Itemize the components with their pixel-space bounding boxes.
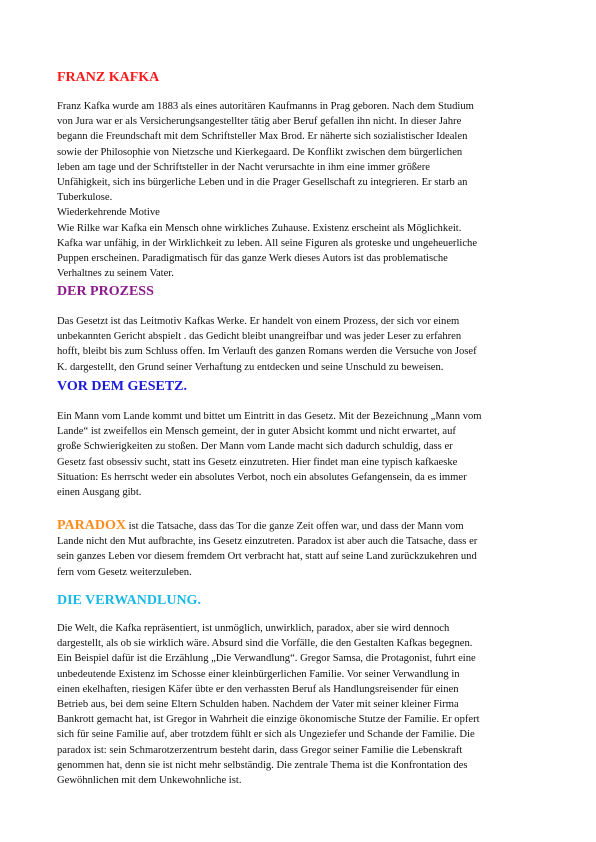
text-line: große Schwierigkeiten zu stoßen. Der Mann vom Lande macht sich dadurch schuldig, dass er bbox=[57, 441, 453, 453]
text-line bbox=[57, 518, 477, 534]
text-line: Wiederkehrende Motive bbox=[57, 207, 160, 219]
text-line: einen Ausgang gibt. bbox=[57, 487, 142, 499]
paragraph-der-prozess bbox=[57, 314, 477, 375]
paragraph-vor-dem-gesetz bbox=[57, 409, 482, 500]
text-line: Ein Mann vom Lande kommt und bittet um Eintritt in das Gesetz. Mit der Bezeichnung „Mann vom bbox=[57, 411, 482, 422]
text-line: Unfähigkeit, sich ins bürgerliche Leben und in die Prager Gesellschaft zu integrieren. Er starb an bbox=[57, 177, 468, 189]
text-line: Wie Rilke war Kafka ein Mensch ohne wirkliches Zuhause. Existenz erscheint als Möglichkeit. bbox=[57, 222, 462, 234]
text-line: unbedeutende Existenz im Schosse einer kleinbürgerlichen Familie. Vor seiner Verwandlung in bbox=[57, 668, 460, 680]
text-line: Gesetz fast obsessiv sucht, statt ins Gesetz einzutreten. Hier findet man eine typisch kafkaeske bbox=[57, 456, 458, 468]
text-line: dargestellt, als ob sie wirklich wäre. Absurd sind die Vorfälle, die den Gestalten Kafkas begegnen. bbox=[57, 638, 473, 650]
text-line: paradox ist: sein Schmarotzerzentrum besteht darin, dass Gregor seiner Familie die Lebenskraft bbox=[57, 744, 463, 756]
text-line: unbekannten Gericht abspielt . das Gedicht bleibt unangreifbar und was jeder Leser zu erfahren bbox=[57, 331, 462, 343]
heading-vor-dem-gesetz: VOR DEM GESETZ. bbox=[57, 379, 188, 394]
text-line: Situation: Es herrscht weder ein absolutes Verbot, noch ein absolutes Gefangensein, da es immer bbox=[57, 471, 467, 483]
text-line: von Jura war er als Versicherungsangestellter tätig aber Beruf gefallen ihn nicht. In dieser Jahre bbox=[57, 116, 462, 128]
text-line: Die Welt, die Kafka repräsentiert, ist unmöglich, unwirklich, paradox, aber sie wird dennoch bbox=[57, 623, 450, 634]
paragraph-die-verwandlung bbox=[57, 621, 480, 788]
text-line: Gewöhnlichen mit dem Unkewohnliche ist. bbox=[57, 775, 242, 787]
text-line: Lande nicht den Mut aufbrachte, ins Gesetz einzutreten. Paradox ist aber auch die Tatsache, dass er bbox=[57, 536, 478, 548]
text-line: Tuberkulose. bbox=[57, 192, 113, 204]
paragraph-paradox bbox=[57, 518, 477, 580]
text-line: sich für seine Familie auf, aber trotzdem fühlt er sich als Ungeziefer und Schande der Familie. Die bbox=[57, 729, 475, 741]
heading-die-verwandlung: DIE VERWANDLUNG. bbox=[57, 593, 201, 608]
heading-franz-kafka: FRANZ KAFKA bbox=[57, 70, 160, 85]
text-line: Puppen erscheinen. Paradigmatisch für das ganze Werk dieses Autors ist das problematische bbox=[57, 253, 448, 265]
text-line: Franz Kafka wurde am 1883 als eines autoritären Kaufmanns in Prag geboren. Nach dem Studium bbox=[57, 101, 474, 112]
text-line: Verhaltnes zu seinem Vater. bbox=[57, 268, 174, 280]
paradox-keyword: PARADOX bbox=[57, 518, 126, 533]
text-line: begann die Freundschaft mit dem Schriftsteller Max Brod. Er näherte sich sozialistischer Idealen bbox=[57, 131, 468, 143]
text-line: Kafka war unfähig, in der Wirklichkeit zu leben. All seine Figuren als groteske und ungeheuerliche bbox=[57, 237, 478, 249]
paragraph-franz-kafka bbox=[57, 99, 477, 281]
text-line: Betrieb aus, bei dem seine Eltern Schulden haben. Nachdem der Vater mit seiner kleiner Firma bbox=[57, 699, 459, 711]
text-fragment: ist die Tatsache, dass das Tor die ganze Zeit offen war, und dass der Mann vom bbox=[125, 521, 464, 532]
text-line: sowie der Philosophie von Nietzsche und Kierkegaard. De Konflikt zwischen dem bürgerlichen bbox=[57, 146, 463, 158]
text-line: leben am tage und der Schriftsteller in der Nacht verursachte in ihm eine immer größere bbox=[57, 161, 430, 173]
text-line: sein ganzes Leben vor diesem fremdem Ort verbracht hat, statt auf seine Land zurückzukehren und bbox=[57, 551, 477, 563]
text-line: Das Gesetzt ist das Leitmotiv Kafkas Werke. Er handelt von einem Prozess, der sich vor einem bbox=[57, 316, 460, 327]
text-line: hofft, bleibt bis zum Schluss offen. Im Verlauft des ganzen Romans werden die Versuche von Josef bbox=[57, 346, 477, 358]
text-line: genommen hat, denn sie ist nicht mehr selbständig. Die zentrale Thema ist die Konfrontation des bbox=[57, 759, 468, 771]
text-line: fern vom Gesetz weiterzuleben. bbox=[57, 566, 192, 578]
text-line: K. dargestellt, den Grund seiner Verhaftung zu entdecken und seine Unschuld zu beweisen. bbox=[57, 361, 444, 373]
text-line: Bankrott gemacht hat, ist Gregor in Wahrheit die einzige ökonomische Stutze der Familie. Er opfert bbox=[57, 714, 480, 726]
text-line: Lande“ ist zweifellos ein Mensch gemeint, der in guter Absicht kommt und nicht erwartet, auf bbox=[57, 426, 456, 438]
text-line: einen ekelhaften, riesigen Käfer übte er den verhassten Beruf als Handlungsreisender für einen bbox=[57, 683, 459, 695]
heading-der-prozess: DER PROZESS bbox=[57, 284, 154, 299]
text-line: Ein Beispiel dafür ist die Erzählung „Die Verwandlung“. Gregor Samsa, die Protagonist, fuhrt eine bbox=[57, 653, 476, 665]
